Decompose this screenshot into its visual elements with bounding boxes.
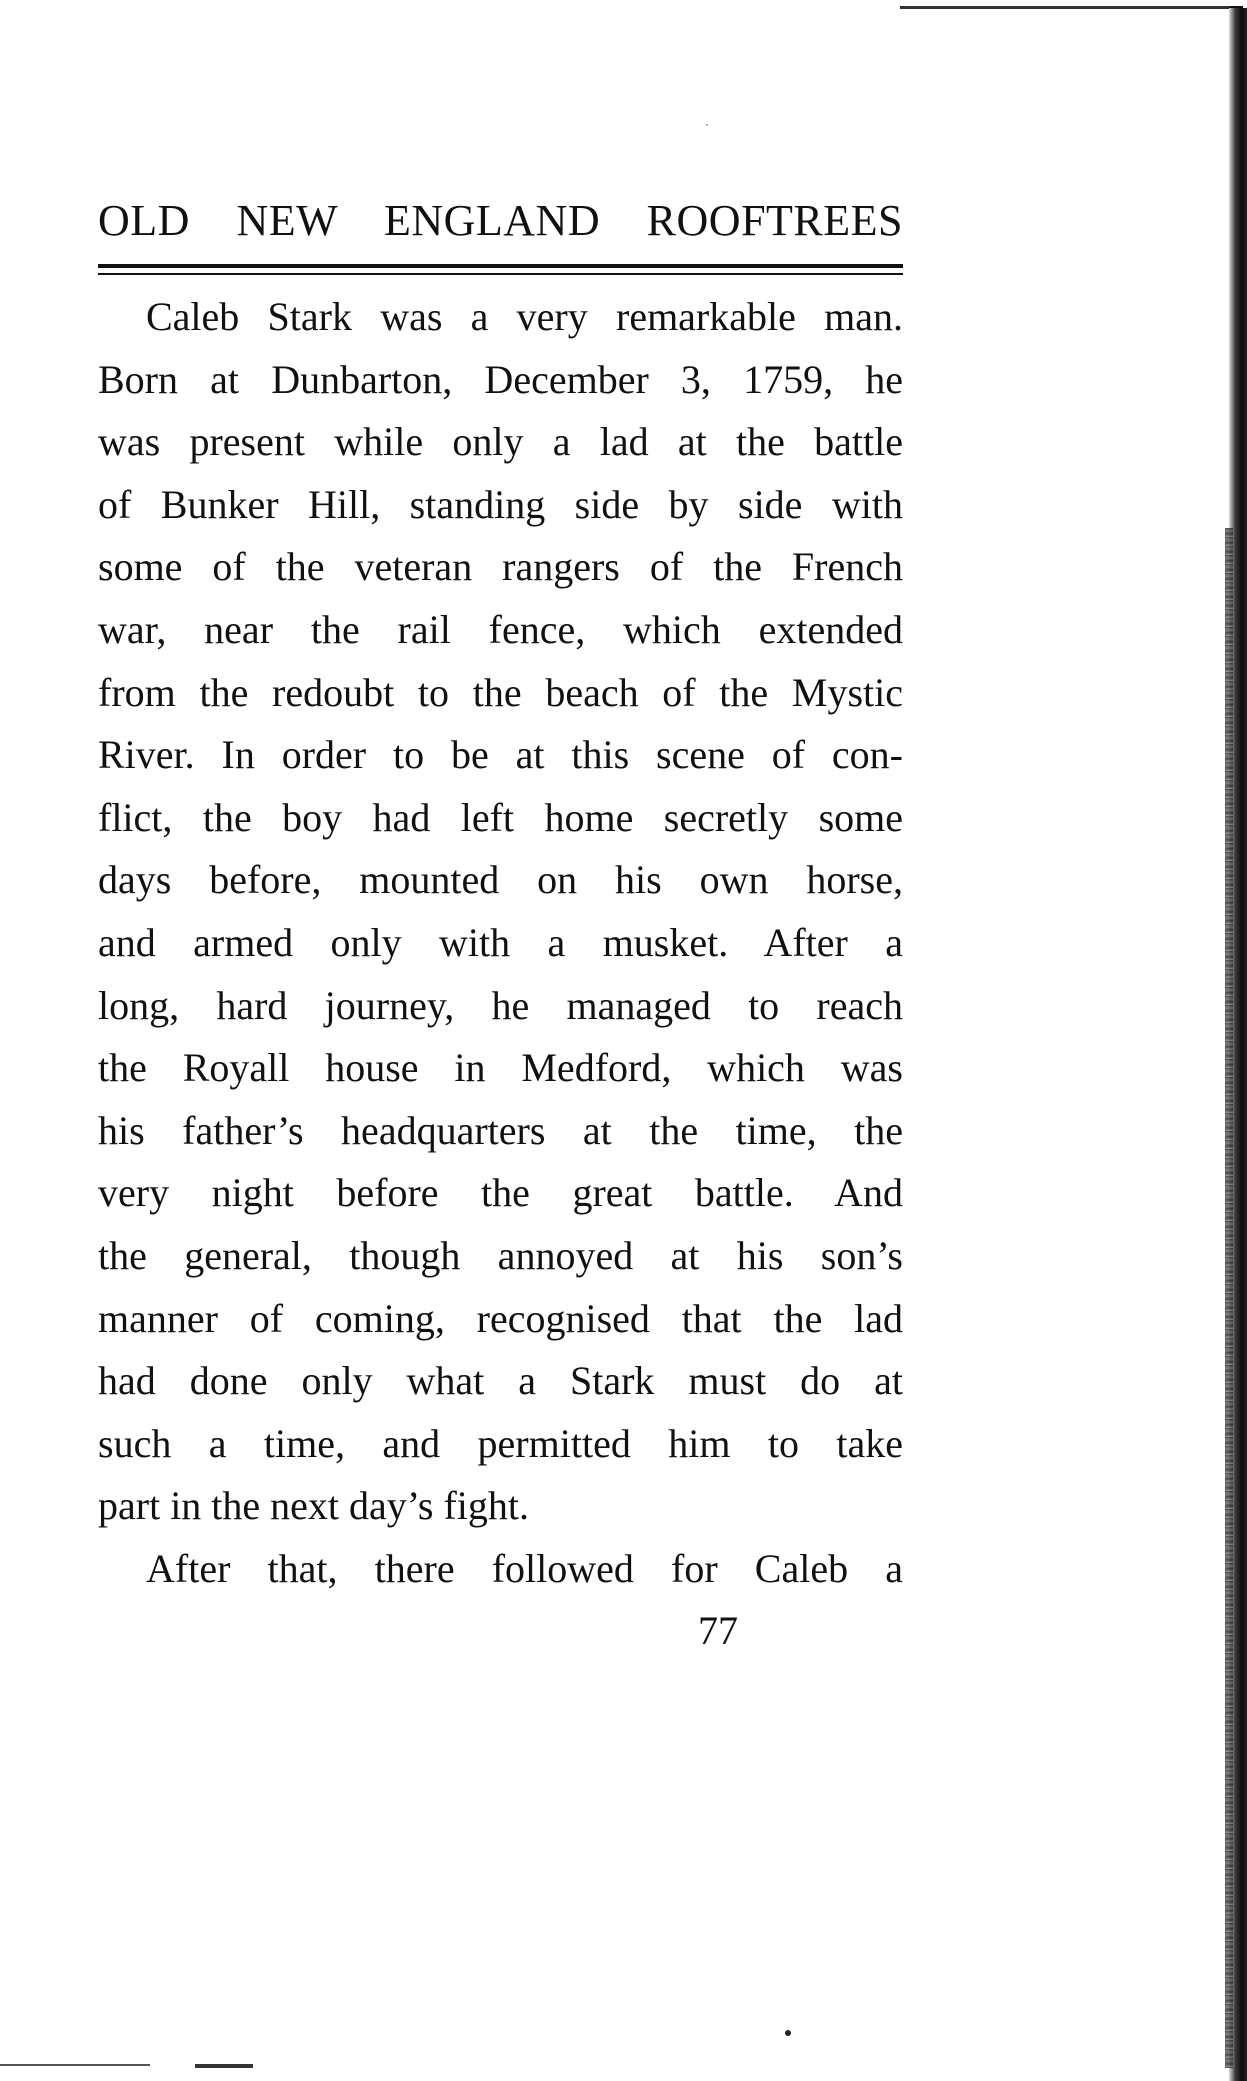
text-line: long, hard journey, he managed to reach xyxy=(98,982,903,1028)
text-line: Caleb Stark was a very remarkable man. xyxy=(146,294,903,339)
paragraph-1 xyxy=(98,286,903,1538)
text-line: his father’s headquarters at the time, the xyxy=(98,1107,903,1153)
text-line: war, near the rail fence, which extended xyxy=(98,606,903,652)
text-line: flict, the boy had left home secretly some xyxy=(98,794,903,840)
binding-edge-shadow xyxy=(1229,8,1247,2081)
text-line: part in the next day’s fight. xyxy=(98,1483,530,1529)
header-rule-thin xyxy=(98,273,903,275)
text-line: had done only what a Stark must do at xyxy=(98,1358,903,1404)
scan-bottom-mark xyxy=(0,2064,150,2066)
page-number: 77 xyxy=(698,1608,738,1653)
text-line: of Bunker Hill, standing side by side with xyxy=(98,481,903,527)
scan-bottom-mark xyxy=(195,2064,253,2068)
text-line: Born at Dunbarton, December 3, 1759, he xyxy=(98,356,903,402)
text-line: some of the veteran rangers of the French xyxy=(98,544,903,590)
text-line: and armed only with a musket. After a xyxy=(98,919,903,965)
text-line: River. In order to be at this scene of con- xyxy=(98,732,903,778)
text-line: from the redoubt to the beach of the Mystic xyxy=(98,669,903,715)
paragraph-2 xyxy=(98,1538,903,1601)
scan-speck xyxy=(785,2030,791,2036)
text-line: the general, though annoyed at his son’s xyxy=(98,1232,903,1278)
header-rule-thick xyxy=(98,264,903,268)
text-line: After that, there followed for Caleb a xyxy=(146,1546,903,1591)
scan-speck xyxy=(706,124,708,126)
scan-top-edge xyxy=(900,6,1230,9)
text-line: the Royall house in Medford, which was xyxy=(98,1045,903,1091)
text-line: was present while only a lad at the battle xyxy=(98,419,903,465)
running-head-title: OLD NEW ENGLAND ROOFTREES xyxy=(98,196,903,245)
text-line: days before, mounted on his own horse, xyxy=(98,857,903,903)
text-line: such a time, and permitted him to take xyxy=(98,1420,903,1466)
binding-edge-texture xyxy=(1225,528,1233,2068)
text-line: very night before the great battle. And xyxy=(98,1170,903,1216)
text-line: manner of coming, recognised that the lad xyxy=(98,1295,903,1341)
